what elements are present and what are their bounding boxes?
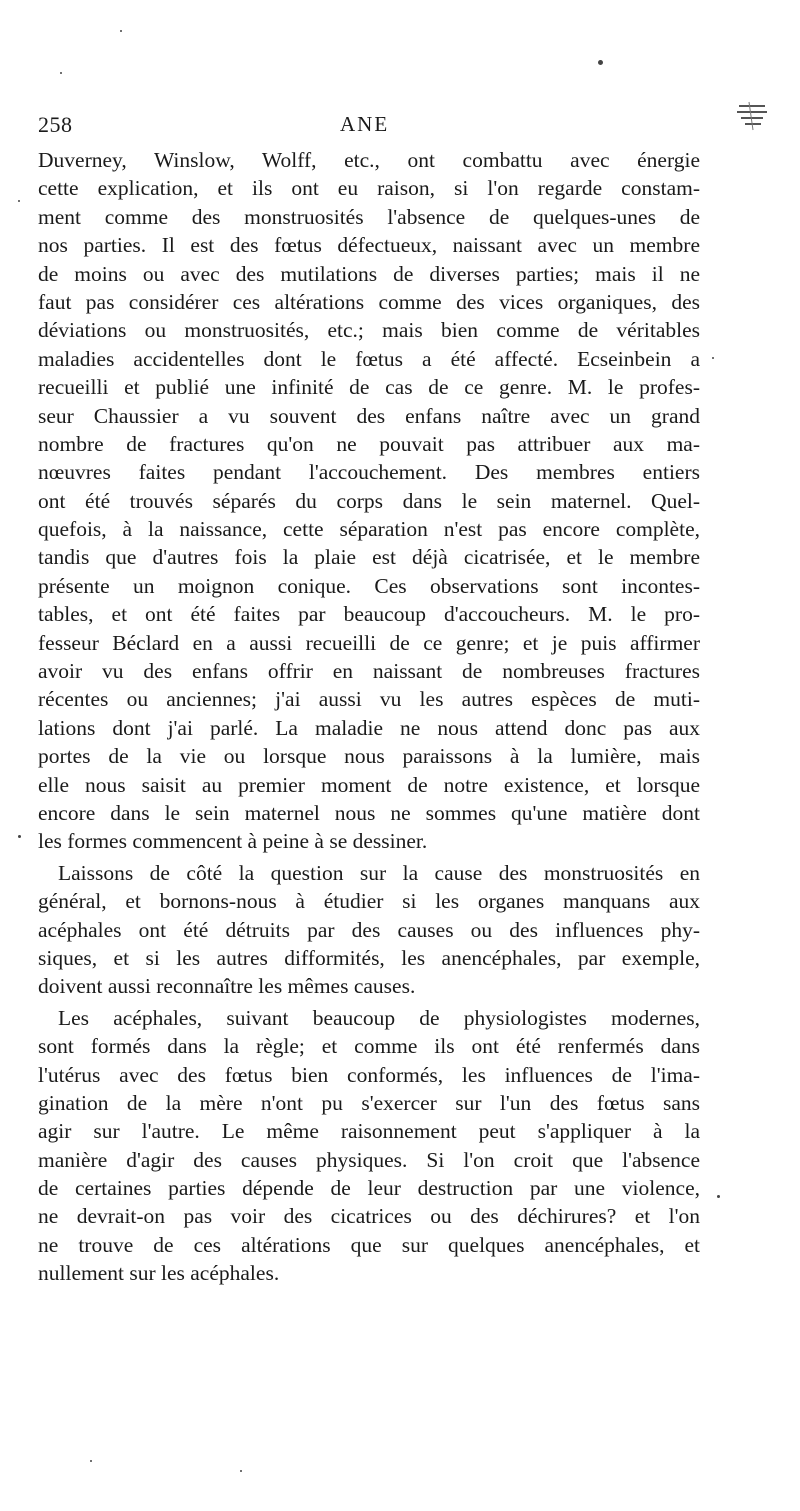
text-line: Les acéphales, suivant beaucoup de physiologistes modernes, [58,1005,700,1030]
text-line: manière d'agir des causes physiques. Si l'on croit que l'absence [38,1147,700,1172]
scan-speck [60,72,62,74]
text-line: nombre de fractures qu'on ne pouvait pas attribuer aux ma- [38,431,700,456]
text-line: ne trouve de ces altérations que sur quelques anencéphales, et [38,1232,700,1257]
text-line: quefois, à la naissance, cette séparation n'est pas encore complète, [38,517,700,542]
page-number: 258 [38,112,73,137]
text-line: maladies accidentelles dont le fœtus a été affecté. Ecseinbein a [38,346,700,371]
text-line: encore dans le sein maternel nous ne sommes qu'une matière dont [38,800,700,825]
paragraph [38,859,700,1001]
text-line: agir sur l'autre. Le même raisonnement peut s'appliquer à la [38,1119,700,1144]
ink-blot-icon [735,100,769,134]
text-line: faut pas considérer ces altérations comme des vices organiques, des [38,289,700,314]
scan-speck [712,357,714,359]
text-line: avoir vu des enfans offrir en naissant de nombreuses fractures [38,659,700,684]
text-line: général, et bornons-nous à étudier si les organes manquans aux [38,889,700,914]
text-line: doivent aussi reconnaître les mêmes causes. [38,974,416,999]
text-line: de moins ou avec des mutilations de diverses parties; mais il ne [38,261,700,286]
text-line: l'utérus avec des fœtus bien conformés, les influences de l'ima- [38,1062,700,1087]
text-line: cette explication, et ils ont eu raison, si l'on regarde constam- [38,176,700,201]
text-line: seur Chaussier a vu souvent des enfans naître avec un grand [38,403,700,428]
text-line: déviations ou monstruosités, etc.; mais bien comme de véritables [38,318,700,343]
body-text [38,146,700,1288]
text-line: recueilli et publié une infinité de cas de ce genre. M. le profes- [38,375,700,400]
text-line: Laissons de côté la question sur la cause des monstruosités en [58,860,700,885]
text-line: elle nous saisit au premier moment de notre existence, et lorsque [38,772,700,797]
text-line: sont formés dans la règle; et comme ils ont été renfermés dans [38,1034,700,1059]
text-line: acéphales ont été détruits par des causes ou des influences phy- [38,917,700,942]
text-line: les formes commencent à peine à se dessiner. [38,829,428,854]
text-line: Duverney, Winslow, Wolff, etc., ont combattu avec énergie [38,148,700,172]
text-line: ne devrait-on pas voir des cicatrices ou des déchirures? et l'on [38,1204,700,1229]
page-header [38,112,728,146]
text-line: récentes ou anciennes; j'ai aussi vu les autres espèces de muti- [38,687,700,712]
text-line: de certaines parties dépende de leur destruction par une violence, [38,1176,700,1201]
scan-speck [18,835,21,838]
scan-speck [598,60,603,65]
scan-speck [717,1195,720,1198]
text-line: présente un moignon conique. Ces observations sont incontes- [38,573,700,598]
text-line: gination de la mère n'ont pu s'exercer sur l'un des fœtus sans [38,1090,700,1115]
paragraph [38,1004,700,1288]
text-line: portes de la vie ou lorsque nous paraissons à la lumière, mais [38,744,700,769]
text-line: nœuvres faites pendant l'accouchement. Des membres entiers [38,460,700,485]
text-line: nos parties. Il est des fœtus défectueux, naissant avec un membre [38,233,700,258]
scan-speck [120,30,122,32]
paragraph [38,146,700,856]
text-line: tables, et ont été faites par beaucoup d'accoucheurs. M. le pro- [38,602,700,627]
running-head: ANE [340,112,390,136]
scan-speck [90,1460,92,1462]
text-line: nullement sur les acéphales. [38,1261,280,1286]
text-line: fesseur Béclard en a aussi recueilli de ce genre; et je puis affirmer [38,630,700,655]
text-line: tandis que d'autres fois la plaie est déjà cicatrisée, et le membre [38,545,700,570]
text-line: ont été trouvés séparés du corps dans le sein maternel. Quel- [38,488,700,513]
scan-speck [240,1470,242,1472]
text-line: siques, et si les autres difformités, les anencéphales, par exemple, [38,945,700,970]
text-line: ment comme des monstruosités l'absence dе quelques-unes de [38,204,700,229]
scan-speck [18,200,20,202]
text-line: lations dont j'ai parlé. La maladie ne nous attend donc pas aux [38,715,700,740]
